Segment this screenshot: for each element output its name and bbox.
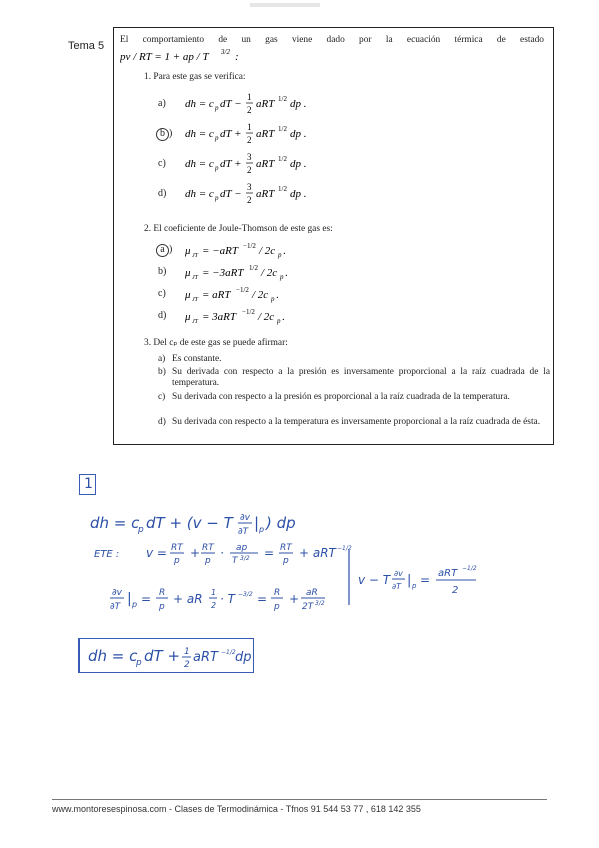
svg-text:−1/2: −1/2 xyxy=(462,565,477,572)
svg-text:−1/2: −1/2 xyxy=(221,649,236,656)
svg-text:1/2: 1/2 xyxy=(277,155,287,163)
svg-text:μ: μ xyxy=(184,311,191,323)
svg-text:dp .: dp . xyxy=(289,98,306,110)
svg-text:p: p xyxy=(174,556,180,566)
svg-text:3/2: 3/2 xyxy=(221,47,230,56)
svg-text:p: p xyxy=(276,317,280,325)
q2-option-d[interactable] xyxy=(158,306,325,326)
q1-eq-a xyxy=(185,90,335,118)
svg-text:=: = xyxy=(420,573,431,587)
svg-text:∂T: ∂T xyxy=(110,602,121,612)
q2-title: 2. El coeficiente de Joule-Thomson de este gas es: xyxy=(144,224,333,234)
svg-text:dp .: dp . xyxy=(289,188,306,200)
final-answer xyxy=(80,639,252,671)
svg-text:|: | xyxy=(127,591,132,607)
svg-text:−3/2: −3/2 xyxy=(238,591,253,598)
option-label: c) xyxy=(158,158,166,170)
svg-text:dp: dp xyxy=(235,650,252,665)
svg-text:R: R xyxy=(159,588,166,598)
q1-option-b[interactable] xyxy=(158,120,335,148)
option-label: a ) xyxy=(158,244,182,257)
svg-text:p: p xyxy=(214,134,218,142)
svg-text:p: p xyxy=(274,602,280,612)
svg-text:dh = c: dh = c xyxy=(184,158,214,170)
svg-text:ap: ap xyxy=(236,543,248,553)
svg-text:1: 1 xyxy=(246,122,251,132)
svg-text:.: . xyxy=(282,245,286,257)
q3-option-c[interactable] xyxy=(158,392,550,403)
svg-text:+ aRT: + aRT xyxy=(299,546,336,560)
q2-eq-b xyxy=(185,262,325,282)
svg-text:2: 2 xyxy=(184,660,190,670)
q3-option-d[interactable] xyxy=(158,417,550,428)
option-label: a) xyxy=(158,98,166,110)
option-label: b) xyxy=(158,367,166,377)
svg-text:+: + xyxy=(289,592,300,606)
svg-text:dT +: dT + xyxy=(219,128,242,140)
svg-text:dT −: dT − xyxy=(219,188,242,200)
svg-text:T: T xyxy=(232,556,238,566)
svg-text:=: = xyxy=(264,546,275,560)
svg-text:/ 2c: / 2c xyxy=(257,311,274,323)
svg-text:1: 1 xyxy=(246,92,251,102)
svg-text:dh = c: dh = c xyxy=(88,647,138,665)
svg-text:2T: 2T xyxy=(302,602,314,612)
q1-eq-c xyxy=(185,150,335,178)
svg-text:1/2: 1/2 xyxy=(277,185,287,193)
svg-text:1: 1 xyxy=(211,588,217,597)
svg-text:dT +: dT + xyxy=(144,647,181,665)
svg-text:pv / RT = 1 + ap / T: pv / RT = 1 + ap / T xyxy=(120,50,209,63)
svg-text:·: · xyxy=(220,546,224,560)
svg-text:/ 2c: / 2c xyxy=(258,245,275,257)
svg-text:p: p xyxy=(214,164,218,172)
footer-text: www.montoresespinosa.com - Clases de Termodinámica - Tfnos 91 544 53 77 , 618 142 355 xyxy=(52,804,421,814)
svg-text:= aRT: = aRT xyxy=(201,289,231,301)
option-label: c) xyxy=(158,288,166,300)
q2-eq-d xyxy=(185,306,325,326)
svg-text:2: 2 xyxy=(246,195,251,205)
svg-text:=: = xyxy=(257,592,268,606)
svg-text:1/2: 1/2 xyxy=(277,95,287,103)
svg-text:ETE :: ETE : xyxy=(94,549,120,560)
svg-text:3: 3 xyxy=(246,182,251,192)
svg-text:= −aRT: = −aRT xyxy=(201,245,238,257)
svg-text:|: | xyxy=(407,573,412,588)
svg-text:μ: μ xyxy=(184,267,191,279)
svg-text::: : xyxy=(235,50,239,63)
q1-eq-b xyxy=(185,120,335,148)
svg-text:v − T: v − T xyxy=(358,573,391,587)
svg-text:.: . xyxy=(281,311,285,323)
q1-option-a[interactable] xyxy=(158,90,335,118)
svg-text:2: 2 xyxy=(246,105,251,115)
svg-text:3/2: 3/2 xyxy=(315,600,325,607)
svg-text:p: p xyxy=(277,251,281,259)
svg-text:= −3aRT: = −3aRT xyxy=(201,267,243,279)
scan-smudge xyxy=(250,3,320,7)
svg-text:2: 2 xyxy=(246,135,251,145)
svg-text:3/2: 3/2 xyxy=(240,555,250,562)
svg-text:∂v: ∂v xyxy=(240,513,250,523)
tema-label: Tema 5 xyxy=(68,40,105,52)
svg-text:p: p xyxy=(205,556,211,566)
svg-text:dT + (v − T: dT + (v − T xyxy=(146,514,233,532)
option-label: d) xyxy=(158,417,166,427)
option-label: d) xyxy=(158,188,167,200)
svg-text:RT: RT xyxy=(171,543,183,553)
svg-text:1/2: 1/2 xyxy=(248,264,258,272)
option-text: Su derivada con respecto a la presión es proporcional a la raíz cuadrada de la temperatura. xyxy=(172,392,510,402)
svg-text:dh = c: dh = c xyxy=(90,514,140,532)
svg-text:1/2: 1/2 xyxy=(277,125,287,133)
svg-text:.: . xyxy=(275,289,279,301)
svg-text:2: 2 xyxy=(452,585,459,596)
svg-text:p: p xyxy=(412,582,417,590)
svg-text:p: p xyxy=(136,658,142,668)
svg-text:−1/2: −1/2 xyxy=(241,308,255,316)
state-equation xyxy=(120,47,270,65)
svg-text:−1/2: −1/2 xyxy=(235,286,249,294)
svg-text:p: p xyxy=(138,525,144,535)
svg-text:p: p xyxy=(132,600,138,609)
svg-text:+ aR: + aR xyxy=(173,592,203,606)
svg-text:1: 1 xyxy=(184,647,190,657)
q3-title: 3. Del cₚ de este gas se puede afirmar: xyxy=(144,338,288,348)
svg-text:JT: JT xyxy=(191,297,198,303)
svg-text:3: 3 xyxy=(246,152,251,162)
svg-text:aRT: aRT xyxy=(255,158,274,170)
svg-text:2: 2 xyxy=(246,165,251,175)
svg-text:.: . xyxy=(284,267,288,279)
svg-text:∂v: ∂v xyxy=(394,569,403,578)
selected-circle: b xyxy=(156,128,169,141)
svg-text:p: p xyxy=(279,273,283,281)
q3-option-a[interactable] xyxy=(158,354,550,365)
option-label: d) xyxy=(158,310,167,322)
option-text: Su derivada con respecto a la presión es inversamente proporcional a la raíz cuadrada de la temperatura. xyxy=(172,367,550,389)
svg-text:JT: JT xyxy=(191,275,198,281)
svg-text:p: p xyxy=(214,104,218,112)
q1-eq-d xyxy=(185,180,335,208)
q2-option-b[interactable] xyxy=(158,262,325,282)
svg-text:μ: μ xyxy=(184,245,191,257)
svg-text:+: + xyxy=(190,546,201,560)
svg-text:aRT: aRT xyxy=(255,98,274,110)
svg-text:dT +: dT + xyxy=(219,158,242,170)
svg-text:) dp: ) dp xyxy=(266,514,296,532)
svg-text:R: R xyxy=(274,588,281,598)
svg-text:p: p xyxy=(270,295,274,303)
svg-text:−1/2: −1/2 xyxy=(337,545,352,552)
svg-text:dT −: dT − xyxy=(219,98,242,110)
svg-text:RT: RT xyxy=(280,543,292,553)
svg-text:=: = xyxy=(141,592,152,606)
svg-text:p: p xyxy=(214,194,218,202)
svg-text:RT: RT xyxy=(202,543,214,553)
svg-text:= 3aRT: = 3aRT xyxy=(201,311,236,323)
svg-text:∂T: ∂T xyxy=(392,582,402,591)
selected-circle: a xyxy=(156,244,169,257)
footer xyxy=(52,799,547,814)
svg-text:∂T: ∂T xyxy=(238,527,249,537)
svg-text:p: p xyxy=(159,602,165,612)
svg-text:aRT: aRT xyxy=(255,188,274,200)
option-label: a) xyxy=(158,354,166,364)
q1-option-d[interactable] xyxy=(158,180,335,208)
svg-text:aRT: aRT xyxy=(193,650,218,665)
problem-intro xyxy=(120,35,544,70)
svg-text:p: p xyxy=(283,556,289,566)
svg-text:JT: JT xyxy=(191,253,198,259)
q2-option-c[interactable] xyxy=(158,284,325,304)
svg-text:/ 2c: / 2c xyxy=(260,267,277,279)
svg-text:/ 2c: / 2c xyxy=(251,289,268,301)
q1-option-c[interactable] xyxy=(158,150,335,178)
svg-text:· T: · T xyxy=(220,592,235,606)
option-text: Es constante. xyxy=(172,354,222,364)
svg-text:|: | xyxy=(254,514,260,532)
problem-box xyxy=(113,27,554,445)
option-label: c) xyxy=(158,392,166,402)
handwritten-solution xyxy=(0,490,599,710)
svg-text:aRT: aRT xyxy=(438,568,458,579)
solution-number: 1 xyxy=(84,476,93,492)
svg-text:−1/2: −1/2 xyxy=(242,242,256,250)
svg-text:JT: JT xyxy=(191,319,198,325)
option-text: Su derivada con respecto a la temperatura es inversamente proporcional a la raíz cuadrada de ésta. xyxy=(172,417,541,427)
q2-option-a[interactable] xyxy=(158,240,325,260)
q2-eq-a xyxy=(185,240,325,260)
svg-text:∂v: ∂v xyxy=(112,588,122,598)
option-label: b) xyxy=(158,266,167,278)
intro-equation xyxy=(120,47,544,70)
svg-text:v =: v = xyxy=(146,546,167,560)
q1-title: 1. Para este gas se verifica: xyxy=(144,72,246,82)
svg-text:dh = c: dh = c xyxy=(184,188,214,200)
svg-text:p: p xyxy=(259,525,265,534)
svg-text:μ: μ xyxy=(184,289,191,301)
intro-line1: El comportamiento de un gas viene dado por la ecuación térmica de estado xyxy=(120,35,544,45)
svg-text:dp .: dp . xyxy=(289,158,306,170)
svg-text:dh = c: dh = c xyxy=(184,98,214,110)
svg-text:aR: aR xyxy=(306,588,318,598)
option-label: b ) xyxy=(158,128,182,141)
svg-text:2: 2 xyxy=(211,601,217,610)
final-answer-box xyxy=(78,638,254,673)
svg-text:dp .: dp . xyxy=(289,128,306,140)
q3-option-b[interactable] xyxy=(158,367,550,390)
svg-text:aRT: aRT xyxy=(255,128,274,140)
svg-text:dh = c: dh = c xyxy=(184,128,214,140)
q2-eq-c xyxy=(185,284,325,304)
